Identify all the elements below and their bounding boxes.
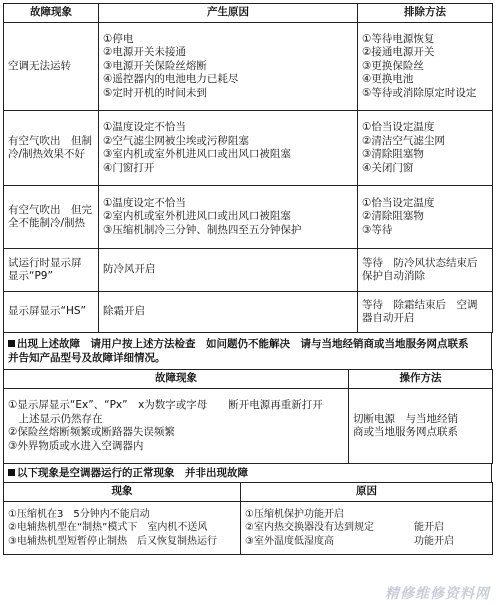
- header-cause: 产生原因: [99, 4, 358, 23]
- method-line: ③等待: [362, 223, 393, 236]
- reasons-cell: [241, 502, 493, 555]
- method-line: 等待 除霜结束后 空调: [362, 298, 478, 311]
- symptom-line: 冷/制热效果不好: [8, 148, 86, 160]
- method-line: ④关闭门窗: [362, 161, 414, 174]
- symptom-line: 有空气吹出 但完: [8, 203, 92, 216]
- normal-table-header: [4, 483, 493, 502]
- symptom-line: 有空气吹出 但制: [8, 134, 92, 147]
- contact-note-line2: 并告知产品型号及故障详细情况。: [8, 352, 166, 364]
- error-symptom-line: ①显示屏显示“Ex”、“Px” x为数字或字母 断开电源再重新打开: [8, 399, 323, 411]
- method-line: ①恰当设定温度: [362, 121, 435, 133]
- error-symptom-line: 上述显示仍然存在: [8, 412, 103, 425]
- method-line: ③更换保险丝: [362, 59, 424, 72]
- cause-line: 除霜开启: [103, 305, 145, 318]
- cause-line: ①温度设定不恰当: [103, 121, 186, 133]
- header-symptom: 故障现象: [4, 4, 99, 23]
- symptom-line: 全不能制冷/制热: [8, 217, 86, 229]
- symptom-line: 显示“P9”: [8, 270, 53, 282]
- cause-line: ①停电: [103, 32, 134, 45]
- normal-note-text: 以下现象是空调器运行的正常现象 并非出现故障: [17, 467, 248, 479]
- method-line: 保护自动消除: [362, 270, 425, 282]
- method-line: ④更换电池: [362, 73, 414, 86]
- method-cell: [358, 186, 493, 249]
- method-cell: [358, 23, 493, 111]
- method-line: ①等待电源恢复: [362, 32, 435, 45]
- symptom-line: 空调无法运转: [8, 59, 71, 72]
- fault-table: [3, 3, 493, 333]
- method-line: 器自动开启: [362, 312, 415, 324]
- symptom-cell: [4, 249, 99, 292]
- error-symptom-line: ②保险丝熔断频繁或断路器失误频繁: [8, 426, 175, 438]
- method-line: 等待 防冷风状态结束后: [362, 256, 478, 269]
- cause-line: ④门窗打开: [103, 161, 155, 174]
- method-cell: [358, 292, 493, 333]
- table-row: [4, 502, 493, 555]
- table-row: [4, 249, 493, 292]
- header-error-symptom: 故障现象: [4, 370, 349, 389]
- method-line: ⑤等待或消除原定时设定: [362, 86, 477, 99]
- reason-line: ①压缩机保护功能开启: [245, 508, 344, 520]
- header-phenomenon: 现象: [4, 483, 241, 502]
- table-row: [4, 389, 493, 464]
- symptom-cell: [4, 292, 99, 333]
- normal-phenomena-table: [3, 482, 493, 555]
- symptom-line: 显示屏显示“HS”: [8, 305, 86, 318]
- cause-line: 防冷风开启: [103, 263, 156, 276]
- cause-cell: [99, 292, 358, 333]
- symptom-cell: [4, 111, 99, 186]
- phenomenon-line: ②电辅热机型在“制热”模式下 室内机不送风: [8, 522, 208, 534]
- table-row: [4, 111, 493, 186]
- method-line: ②接通电源开关: [362, 46, 435, 59]
- table-row: [4, 292, 493, 333]
- cause-cell: [99, 23, 358, 111]
- error-code-table: [3, 369, 493, 464]
- operation-line: 切断电源 与当地经销: [353, 412, 458, 425]
- method-line: ②清除阻塞物: [362, 210, 424, 223]
- method-line: ①恰当设定温度: [362, 196, 435, 209]
- square-bullet-icon: [8, 469, 15, 476]
- operation-line: 商或当地服务网点联系: [353, 426, 458, 438]
- method-cell: [358, 249, 493, 292]
- table-row: [4, 23, 493, 111]
- fault-table-header: [4, 4, 493, 23]
- error-symptoms-cell: [4, 389, 349, 464]
- cause-cell: [99, 111, 358, 186]
- phenomenon-line: ①压缩机在3 5分钟内不能启动: [8, 508, 150, 520]
- cause-line: ②空气滤尘网被尘埃或污秽阻塞: [103, 134, 249, 147]
- header-operation: 操作方法: [349, 370, 493, 389]
- header-method: 排除方法: [358, 4, 493, 23]
- contact-note: [3, 333, 492, 369]
- cause-line: ②室内机或室外机进风口或出风口被阻塞: [103, 210, 291, 223]
- square-bullet-icon: [8, 340, 15, 347]
- phenomena-cell: [4, 502, 241, 555]
- symptom-line: 试运行时显示屏: [8, 256, 82, 269]
- table-row: [4, 186, 493, 249]
- operation-cell: [349, 389, 493, 464]
- symptom-cell: [4, 23, 99, 111]
- symptom-cell: [4, 186, 99, 249]
- contact-note-line1: 出现上述故障 请用户按上述方法检查 如问题仍不能解决 请与当地经销商或当地服务网点联系: [17, 338, 469, 350]
- reason-line: ③室外温度低湿度高 功能开启: [245, 535, 454, 547]
- cause-cell: [99, 249, 358, 292]
- method-cell: [358, 111, 493, 186]
- error-code-table-header: [4, 370, 493, 389]
- method-line: ③清除阻塞物: [362, 148, 424, 160]
- phenomenon-line: ③电辅热机型短暂停止制热 后又恢复制热运行: [8, 535, 217, 547]
- cause-line: ③压缩机制冷三分钟、制热四至五分钟保护: [103, 223, 302, 236]
- reason-line: ②室内热交换器没有达到规定 能开启: [245, 522, 444, 534]
- cause-line: ①温度设定不恰当: [103, 196, 186, 209]
- cause-line: ⑤定时开机的时间未到: [103, 86, 207, 99]
- cause-line: ②电源开关未接通: [103, 46, 186, 59]
- manual-page: [3, 3, 492, 555]
- header-reason: 原因: [241, 483, 493, 502]
- normal-phenomena-note: [3, 464, 492, 482]
- error-symptom-line: ③外界物质或水进入空调器内: [8, 439, 144, 452]
- cause-line: ③室内机或室外机进风口或出风口被阻塞: [103, 148, 291, 160]
- cause-line: ④遥控器内的电池电力已耗尽: [103, 73, 239, 86]
- cause-line: ③电源开关保险丝熔断: [103, 59, 207, 72]
- method-line: ②清洁空气滤尘网: [362, 134, 445, 147]
- watermark-logo: 精修维修资料网: [385, 586, 490, 602]
- cause-cell: [99, 186, 358, 249]
